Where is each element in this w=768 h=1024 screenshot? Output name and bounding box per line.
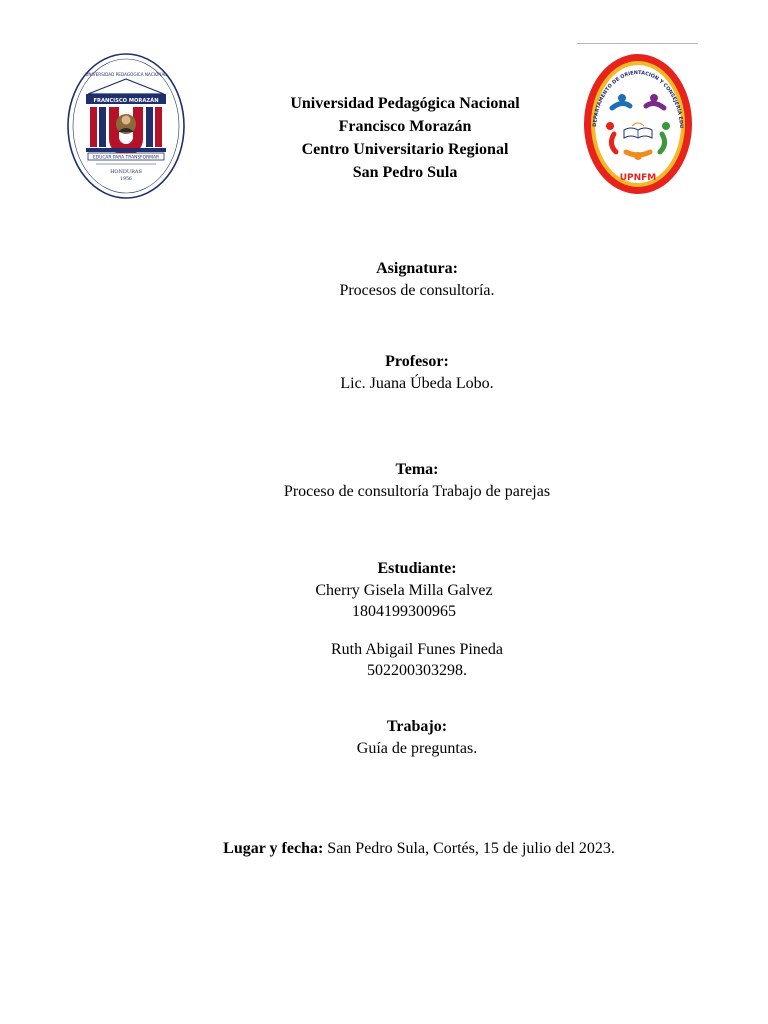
trabajo-value: Guía de preguntas. (356, 740, 478, 757)
tema-section (150, 459, 684, 503)
header-line-3: Centro Universitario Regional (301, 141, 509, 158)
upnfm-seal-logo (66, 52, 186, 200)
ring-text: DEPARTAMENTO DE ORIENTACIÓN Y CONSEJERÍA EDU (592, 69, 685, 129)
tema-value: Proceso de consultoría Trabajo de parejas (283, 483, 551, 500)
logo-acronym: UPNFM (619, 173, 657, 183)
seal-country-text: HONDURAS (110, 169, 142, 175)
student-name: Cherry Gisela Milla Galvez (315, 582, 493, 599)
trabajo-section (150, 716, 684, 760)
student-name: Ruth Abigail Funes Pineda (331, 641, 503, 658)
header-line-2: Francisco Morazán (338, 118, 472, 135)
seal-top-text: UNIVERSIDAD PEDAGÓGICA NACIONAL (85, 72, 167, 77)
top-rule (577, 43, 698, 44)
orientacion-department-logo (582, 52, 694, 196)
student-id: 1804199300965 (352, 603, 456, 620)
student-id: 502200303298. (367, 662, 467, 679)
asignatura-value: Procesos de consultoría. (339, 282, 495, 299)
student-1 (137, 580, 671, 622)
place-date-value: San Pedro Sula, Cortés, 15 de julio del 2023. (323, 840, 615, 857)
institution-header (250, 92, 560, 184)
header-line-1: Universidad Pedagógica Nacional (290, 95, 520, 112)
estudiante-label: Estudiante: (377, 560, 457, 577)
profesor-label: Profesor: (385, 353, 449, 370)
seal-banner-text: FRANCISCO MORAZÁN (93, 98, 159, 104)
place-date-label: Lugar y fecha: (223, 840, 324, 857)
seal-year-text: 1956 (120, 177, 132, 182)
asignatura-section (150, 258, 684, 302)
tema-label: Tema: (395, 461, 439, 478)
seal-motto-text: EDUCAR PARA TRANSFORMAR (92, 155, 160, 161)
asignatura-label: Asignatura: (376, 260, 458, 277)
place-date-line (140, 838, 698, 860)
estudiante-section (150, 558, 684, 580)
trabajo-label: Trabajo: (386, 718, 448, 735)
profesor-section (150, 351, 684, 395)
profesor-value: Lic. Juana Úbeda Lobo. (340, 375, 494, 392)
student-2 (150, 639, 684, 681)
header-line-4: San Pedro Sula (352, 164, 458, 181)
